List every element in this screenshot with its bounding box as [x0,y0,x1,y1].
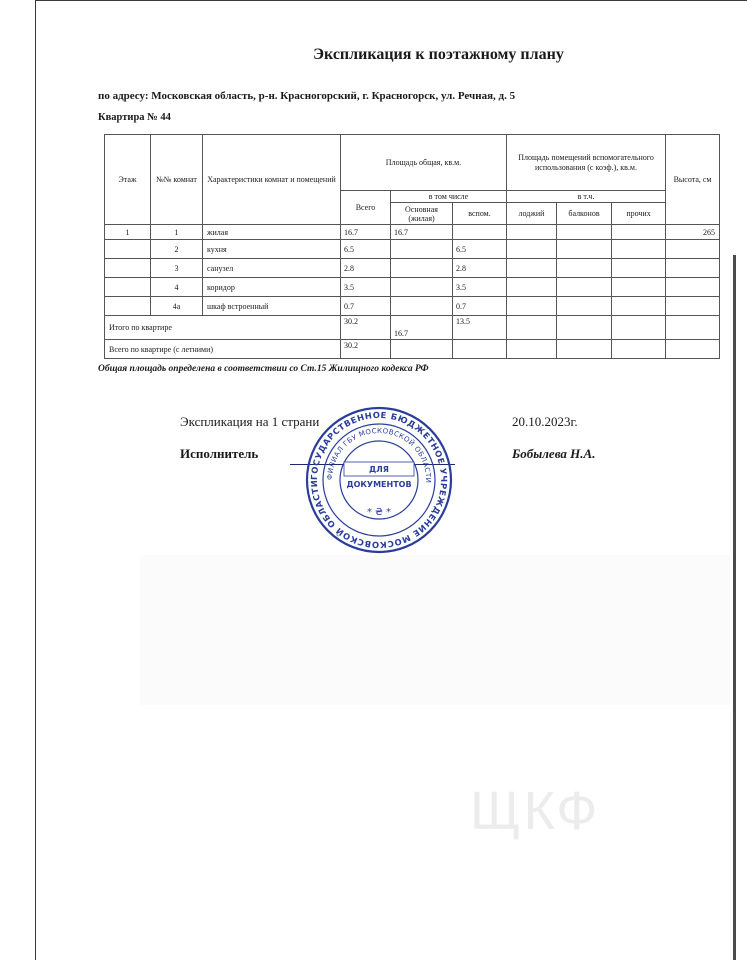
table-row [105,278,720,297]
star-icon: * ₴ * [366,507,392,518]
totals-main: 16.7 [391,316,453,340]
cell-loggias [507,297,557,316]
totals-summer-other [612,340,666,359]
cell-room-name: кухня [203,240,341,259]
cell-total: 0.7 [341,297,391,316]
header-aux-area: Площадь помещений вспомогательного использования (с коэф.), кв.м. [507,135,666,191]
cell-room-no: 3 [151,259,203,278]
cell-height [666,259,720,278]
cell-aux: 3.5 [453,278,507,297]
page-border-left [35,0,36,960]
cell-room-name: шкаф встроенный [203,297,341,316]
cell-room-no: 2 [151,240,203,259]
cell-height: 265 [666,225,720,240]
totals-height [666,316,720,340]
header-characteristics: Характеристики комнат и помещений [203,135,341,225]
header-aux: вспом. [453,203,507,225]
totals-summer-loggias [507,340,557,359]
cell-main [391,297,453,316]
cell-other [612,297,666,316]
cell-balconies [557,225,612,240]
cell-other [612,225,666,240]
scan-artifact [140,555,730,705]
sheets-count: Экспликация на 1 страни [180,414,320,429]
stamp-outer-text: ГОСУДАРСТВЕННОЕ БЮДЖЕТНОЕ УЧРЕЖДЕНИЕ МОСКОВСКОЙ ОБЛАСТИ [308,409,450,551]
header-loggias: лоджий [507,203,557,225]
totals-label: Итого по квартире [105,316,341,340]
cell-total: 3.5 [341,278,391,297]
table-row [105,225,720,240]
cell-main [391,278,453,297]
totals-total: 30.2 [341,316,391,340]
totals-loggias [507,316,557,340]
round-stamp [304,405,454,555]
cell-floor [105,259,151,278]
cell-room-name: жилая [203,225,341,240]
header-other: прочих [612,203,666,225]
totals-aux: 13.5 [453,316,507,340]
cell-height [666,297,720,316]
page-border-top [35,0,747,1]
cell-main [391,240,453,259]
cell-balconies [557,240,612,259]
cell-aux: 0.7 [453,297,507,316]
header-height: Высота, см [666,135,720,225]
cell-balconies [557,259,612,278]
legal-note: Общая площадь определена в соответствии со Ст.15 Жилищного кодекса РФ [98,364,429,374]
table-row [105,297,720,316]
cell-total: 2.8 [341,259,391,278]
cell-floor [105,240,151,259]
table-row [105,240,720,259]
document-date: 20.10.2023г. [512,414,578,429]
table-row [105,259,720,278]
totals-summer-label: Всего по квартире (с летними) [105,340,341,359]
cell-other [612,278,666,297]
totals-summer-height [666,340,720,359]
stamp-center-top: ДЛЯ [369,465,389,474]
totals-summer-total: 30.2 [341,340,391,359]
cell-other [612,259,666,278]
header-balconies: балконов [557,203,612,225]
header-total-area: Площадь общая, кв.м. [341,135,507,191]
cell-room-no: 1 [151,225,203,240]
bleed-through-text: ЩКФ [470,781,601,841]
apartment-number: Квартира № 44 [98,112,171,123]
cell-other [612,240,666,259]
page-border-right [733,255,736,960]
cell-total: 6.5 [341,240,391,259]
totals-row [105,316,720,340]
document-title: Экспликация к поэтажному плану [313,46,564,63]
totals-summer-main [391,340,453,359]
cell-aux [453,225,507,240]
cell-loggias [507,225,557,240]
cell-floor [105,278,151,297]
executor-label: Исполнитель [180,446,259,461]
header-including: в том числе [391,191,507,203]
cell-room-name: санузел [203,259,341,278]
cell-room-name: коридор [203,278,341,297]
stamp-inner-text: ФИЛИАЛ ГБУ МОСКОВСКОЙ ОБЛАСТИ [325,426,433,484]
header-all: Всего [341,191,391,225]
cell-loggias [507,259,557,278]
cell-floor [105,297,151,316]
header-floor: Этаж [105,135,151,225]
executor-name: Бобылева Н.А. [512,446,596,461]
header-main: Основная (жилая) [391,203,453,225]
cell-main: 16.7 [391,225,453,240]
cell-room-no: 4а [151,297,203,316]
totals-balconies [557,316,612,340]
totals-other [612,316,666,340]
totals-summer-row [105,340,720,359]
cell-balconies [557,297,612,316]
cell-floor: 1 [105,225,151,240]
cell-height [666,278,720,297]
cell-height [666,240,720,259]
header-room-no: №№ комнат [151,135,203,225]
cell-total: 16.7 [341,225,391,240]
address-line: по адресу: Московская область, р-н. Красногорский, г. Красногорск, ул. Речная, д. 5 [98,90,516,102]
explication-table [104,134,720,359]
cell-aux: 2.8 [453,259,507,278]
cell-main [391,259,453,278]
cell-room-no: 4 [151,278,203,297]
totals-summer-aux [453,340,507,359]
totals-summer-balconies [557,340,612,359]
stamp-center-bottom: ДОКУМЕНТОВ [346,480,412,489]
cell-aux: 6.5 [453,240,507,259]
cell-balconies [557,278,612,297]
cell-loggias [507,240,557,259]
header-including-short: в т.ч. [507,191,666,203]
cell-loggias [507,278,557,297]
